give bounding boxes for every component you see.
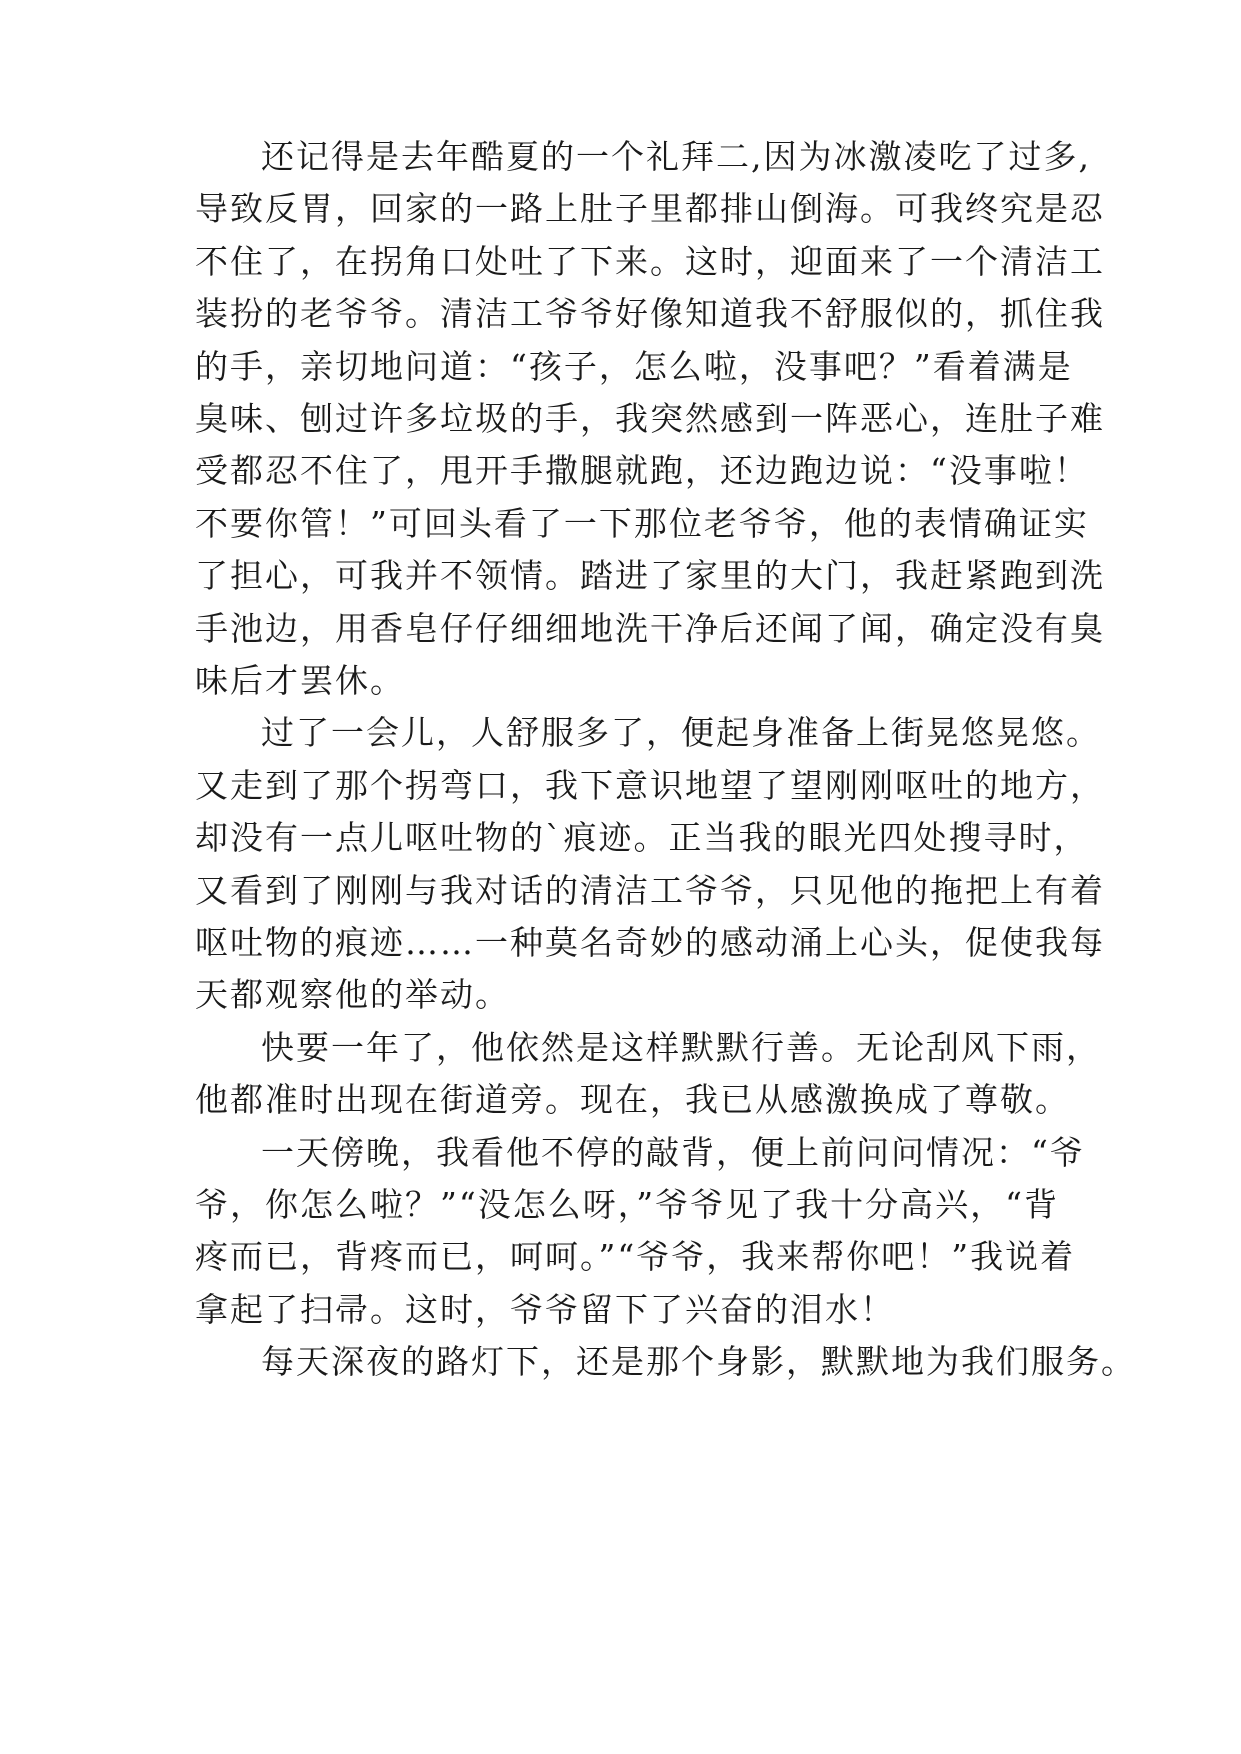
text-line: 味后才罢休。 [195,661,405,700]
text-line: 天都观察他的举动。 [195,975,510,1015]
text-line: 了担心，可我并不领情。踏进了家里的大门，我赶紧跑到洗 [195,556,1105,596]
text-line: 不要你管！”可回头看了一下那位老爷爷，他的表情确证实 [195,503,1089,543]
text-line: 受都忍不住了，甩开手撒腿就跑，还边跑边说：“没事啦！ [195,451,1089,491]
text-line: 又走到了那个拐弯口，我下意识地望了望刚刚呕吐的地方， [195,765,1105,805]
text-line: 手池边，用香皂仔仔细细地洗干净后还闻了闻，确定没有臭 [195,608,1105,648]
paragraph-first-line: 过了一会儿，人舒服多了，便起身准备上街晃悠晃悠。 [261,713,1101,753]
text-line: 导致反胃，回家的一路上肚子里都排山倒海。可我终究是忍 [195,189,1105,229]
text-line: 不住了，在拐角口处吐了下来。这时，迎面来了一个清洁工 [195,241,1105,281]
text-line: 疼而已，背疼而已，呵呵。”“爷爷，我来帮你吧！”我说着 [195,1237,1076,1277]
text-line: 的手，亲切地问道：“孩子，怎么啦，没事吧？”看着满是 [195,346,1073,386]
paragraph-first-line: 每天深夜的路灯下，还是那个身影，默默地为我们服务。 [261,1342,1136,1382]
text-line: 装扮的老爷爷。清洁工爷爷好像知道我不舒服似的，抓住我 [195,294,1105,334]
text-line: 臭味、刨过许多垃圾的手，我突然感到一阵恶心，连肚子难 [195,399,1105,438]
paragraph-first-line: 一天傍晚，我看他不停的敲背，便上前问问情况：“爷 [261,1132,1085,1172]
text-line: 拿起了扫帚。这时，爷爷留下了兴奋的泪水！ [195,1289,895,1329]
paragraph-first-line: 还记得是去年酷夏的一个礼拜二,因为冰激凌吃了过多, [261,137,1091,176]
text-line: 又看到了刚刚与我对话的清洁工爷爷，只见他的拖把上有着 [195,870,1105,910]
text-line: 却没有一点儿呕吐物的`痕迹。正当我的眼光四处搜寻时， [195,818,1089,858]
text-line: 他都准时出现在街道旁。现在，我已从感激换成了尊敬。 [195,1080,1070,1120]
text-line: 呕吐物的痕迹……一种莫名奇妙的感动涌上心头，促使我每 [195,923,1105,962]
text-line: 爷，你怎么啦？”“没怎么呀，”爷爷见了我十分高兴，“背 [195,1185,1059,1224]
paragraph-first-line: 快要一年了，他依然是这样默默行善。无论刮风下雨， [261,1027,1101,1067]
